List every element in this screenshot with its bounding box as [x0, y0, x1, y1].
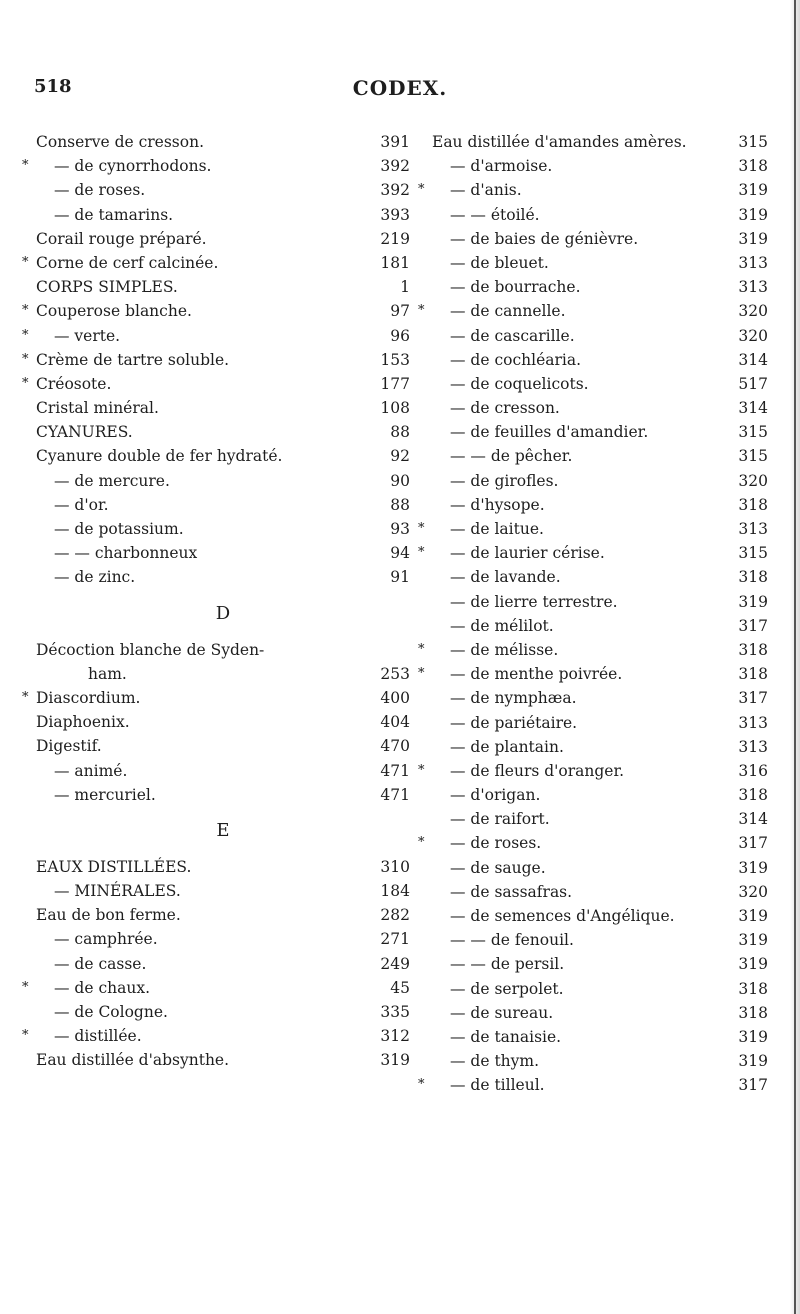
entry-page-number: 320 — [738, 882, 768, 901]
index-entry — [36, 541, 410, 565]
index-entry — [36, 517, 410, 541]
index-entry — [432, 1001, 768, 1025]
entry-page-number: 219 — [380, 229, 410, 248]
entry-page-number: 253 — [380, 664, 410, 683]
index-entry — [22, 1024, 410, 1048]
entry-text: — de roses. — [450, 834, 542, 853]
entry-text: Décoction blanche de Syden- — [36, 640, 265, 659]
index-entry — [36, 1000, 410, 1024]
index-entry — [432, 565, 768, 589]
index-entry — [36, 903, 410, 927]
entry-page-number: 313 — [738, 520, 768, 538]
entry-text: — animé. — [54, 761, 128, 780]
entry-page-number: 320 — [738, 471, 768, 490]
entry-text: Eau distillée d'absynthe. — [36, 1051, 230, 1070]
index-entry — [36, 493, 410, 517]
index-entry — [432, 928, 768, 952]
entry-text: Corne de cerf calcinée. — [36, 253, 219, 272]
page-header — [0, 76, 800, 102]
entry-text: — de pariétaire. — [450, 713, 578, 732]
entry-text: — — de fenouil. — [450, 931, 574, 950]
index-entry — [418, 1073, 768, 1097]
entry-page-number: 94 — [390, 544, 410, 563]
entry-text: Corail rouge préparé. — [36, 229, 207, 248]
index-entry — [22, 348, 410, 372]
entry-text: — de plantain. — [450, 737, 564, 756]
index-entry — [36, 420, 410, 444]
index-entry — [36, 130, 410, 154]
entry-page-number: 318 — [738, 157, 768, 176]
entry-text: — de girofles. — [450, 471, 559, 490]
index-entry — [36, 469, 410, 493]
index-entry — [36, 638, 410, 662]
index-entry — [432, 735, 768, 759]
index-entry — [36, 759, 410, 783]
index-entry — [418, 178, 768, 202]
entry-page-number: 318 — [738, 640, 768, 659]
asterisk-mark: * — [22, 303, 29, 319]
entry-page-number: 90 — [390, 471, 410, 490]
section-letter: D — [215, 602, 231, 624]
index-entry — [418, 662, 768, 686]
index-entry — [432, 154, 768, 178]
entry-text: Conserve de cresson. — [36, 133, 205, 151]
entry-page-number: 45 — [390, 978, 410, 997]
entry-text: — de semences d'Angélique. — [450, 907, 675, 925]
entry-page-number: 319 — [380, 1051, 410, 1070]
entry-text: — de feuilles d'amandier. — [450, 423, 649, 442]
entry-text: Eau distillée d'amandes amères. — [432, 133, 687, 151]
index-entry — [418, 831, 768, 855]
index-entry — [36, 855, 410, 879]
asterisk-mark: * — [22, 351, 29, 367]
entry-text: — de coquelicots. — [450, 374, 589, 393]
entry-page-number: 181 — [380, 253, 410, 272]
entry-page-number: 317 — [738, 616, 768, 635]
entry-page-number: 392 — [380, 157, 410, 176]
entry-text: EAUX DISTILLÉES. — [36, 857, 192, 876]
index-entry — [36, 275, 410, 299]
entry-page-number: 319 — [738, 955, 768, 974]
page-edge — [790, 0, 800, 1314]
index-entry — [432, 783, 768, 807]
index-entry — [432, 420, 768, 444]
entry-page-number: 319 — [738, 1027, 768, 1046]
entry-page-number: 318 — [738, 786, 768, 805]
index-entry — [36, 203, 410, 227]
index-entry — [418, 541, 768, 565]
entry-text: — de cochléaria. — [450, 350, 582, 369]
index-entry — [432, 372, 768, 396]
index-entry — [432, 493, 768, 517]
asterisk-mark: * — [418, 182, 425, 198]
index-entry — [22, 372, 410, 396]
index-entry — [22, 686, 410, 710]
entry-text: — de laitue. — [450, 520, 544, 538]
index-entry — [36, 662, 410, 686]
entry-page-number: 313 — [738, 737, 768, 756]
entry-text: — de cynorrhodons. — [54, 157, 212, 176]
index-entry — [432, 590, 768, 614]
index-entry — [418, 299, 768, 323]
index-entry — [432, 227, 768, 251]
index-entry — [432, 396, 768, 420]
entry-page-number: 92 — [390, 447, 410, 466]
entry-text: Couperose blanche. — [36, 302, 192, 321]
entry-text: ham. — [88, 664, 127, 683]
index-entry — [432, 1049, 768, 1073]
entry-text: — de mélilot. — [450, 616, 554, 635]
index-entry — [432, 275, 768, 299]
entry-page-number: 318 — [738, 1003, 768, 1022]
index-entry — [36, 927, 410, 951]
index-entry — [418, 638, 768, 662]
entry-text: — de menthe poivrée. — [450, 665, 623, 684]
entry-page-number: 315 — [738, 447, 768, 466]
entry-page-number: 393 — [380, 205, 410, 224]
entry-page-number: 319 — [738, 931, 768, 950]
entry-page-number: 314 — [738, 810, 768, 829]
index-entry — [432, 469, 768, 493]
entry-page-number: 400 — [380, 688, 410, 707]
index-entry — [36, 565, 410, 589]
index-entry — [22, 251, 410, 275]
asterisk-mark: * — [22, 254, 29, 270]
entry-page-number: 249 — [380, 954, 410, 973]
index-entry — [432, 711, 768, 735]
entry-text: — de zinc. — [54, 568, 136, 587]
index-entry — [36, 734, 410, 758]
entry-text: — de potassium. — [54, 520, 184, 538]
index-entry — [432, 686, 768, 710]
index-entry — [432, 130, 768, 154]
entry-text: — de sureau. — [450, 1003, 554, 1022]
entry-page-number: 391 — [380, 133, 410, 151]
entry-text: — de sassafras. — [450, 882, 573, 901]
entry-page-number: 184 — [380, 882, 410, 901]
entry-page-number: 392 — [380, 181, 410, 200]
entry-page-number: 91 — [390, 568, 410, 587]
entry-page-number: 316 — [738, 761, 768, 780]
entry-page-number: 88 — [390, 423, 410, 442]
index-entry — [22, 324, 410, 348]
entry-text: — de sauge. — [450, 858, 546, 877]
entry-page-number: 93 — [390, 520, 410, 538]
index-entry — [36, 1048, 410, 1072]
asterisk-mark: * — [22, 979, 29, 995]
entry-text: — de bourrache. — [450, 278, 581, 297]
asterisk-mark: * — [418, 762, 425, 778]
entry-page-number: 314 — [738, 350, 768, 369]
entry-text: — — étoilé. — [450, 205, 540, 224]
entry-text: — — de persil. — [450, 955, 565, 974]
asterisk-mark: * — [418, 666, 425, 682]
entry-text: — de tanaisie. — [450, 1027, 562, 1046]
entry-text: — — charbonneux — [54, 544, 198, 563]
asterisk-mark: * — [22, 689, 29, 705]
entry-page-number: 317 — [738, 1076, 768, 1095]
entry-text: Créosote. — [36, 374, 112, 393]
entry-page-number: 88 — [390, 495, 410, 514]
index-entry — [22, 299, 410, 323]
index-entry — [432, 880, 768, 904]
entry-page-number: 517 — [738, 374, 768, 393]
entry-text: CORPS SIMPLES. — [36, 278, 178, 297]
entry-text: CYANURES. — [36, 423, 133, 442]
entry-page-number: 317 — [738, 689, 768, 708]
entry-text: — verte. — [54, 326, 121, 345]
index-entry — [36, 178, 410, 202]
entry-page-number: 320 — [738, 302, 768, 321]
asterisk-mark: * — [418, 521, 425, 536]
entry-text: — d'anis. — [450, 181, 522, 200]
entry-page-number: 96 — [390, 326, 410, 345]
entry-text: — de cresson. — [450, 399, 560, 418]
entry-text: — de nymphæa. — [450, 689, 577, 708]
entry-text: — MINÉRALES. — [54, 882, 181, 901]
asterisk-mark: * — [22, 158, 29, 174]
index-entry — [432, 1025, 768, 1049]
index-entry — [22, 976, 410, 1000]
asterisk-mark: * — [22, 327, 29, 343]
entry-page-number: 315 — [738, 423, 768, 442]
page-number: 518 — [34, 76, 72, 97]
entry-text: — — de pêcher. — [450, 447, 573, 466]
entry-text: Cristal minéral. — [36, 399, 159, 418]
entry-page-number: 319 — [738, 592, 768, 611]
entry-text: — camphrée. — [54, 930, 158, 949]
index-entry — [432, 348, 768, 372]
entry-page-number: 320 — [738, 326, 768, 345]
entry-text: — de chaux. — [54, 978, 151, 997]
entry-page-number: 314 — [738, 399, 768, 418]
index-entry — [36, 879, 410, 903]
index-entry — [432, 203, 768, 227]
entry-text: Crème de tartre soluble. — [36, 350, 230, 369]
asterisk-mark: * — [418, 1077, 425, 1093]
entry-text: Diaphoenix. — [36, 713, 130, 732]
asterisk-mark: * — [418, 641, 425, 657]
index-entry — [36, 227, 410, 251]
entry-text: — de raifort. — [450, 810, 550, 829]
entry-text: Diascordium. — [36, 688, 141, 707]
entry-text: — de cannelle. — [450, 302, 566, 321]
index-entry — [36, 396, 410, 420]
index-entry — [432, 977, 768, 1001]
entry-page-number: 315 — [738, 544, 768, 563]
entry-page-number: 335 — [380, 1003, 410, 1021]
entry-page-number: 315 — [738, 133, 768, 151]
index-column-right — [418, 130, 768, 1098]
entry-page-number: 318 — [738, 665, 768, 684]
asterisk-mark: * — [418, 303, 425, 319]
entry-text: — de roses. — [54, 181, 146, 200]
index-entry — [432, 444, 768, 468]
entry-page-number: 319 — [738, 229, 768, 248]
entry-page-number: 313 — [738, 253, 768, 272]
index-entry — [36, 952, 410, 976]
index-column-left — [22, 130, 410, 1073]
entry-page-number: 319 — [738, 181, 768, 200]
index-entry — [22, 154, 410, 178]
index-entry — [432, 856, 768, 880]
asterisk-mark: * — [418, 545, 425, 561]
entry-text: — de baies de génièvre. — [450, 229, 639, 248]
index-entry — [432, 251, 768, 275]
entry-text: — de lierre terrestre. — [450, 592, 618, 611]
entry-text: — mercuriel. — [54, 785, 156, 804]
entry-page-number: 319 — [738, 907, 768, 925]
index-entry — [36, 783, 410, 807]
entry-text: Eau de bon ferme. — [36, 906, 181, 925]
entry-text: Digestif. — [36, 737, 102, 756]
entry-page-number: 319 — [738, 1052, 768, 1071]
asterisk-mark: * — [22, 375, 29, 391]
entry-page-number: 318 — [738, 495, 768, 514]
entry-text: — de cascarille. — [450, 326, 575, 345]
index-entry — [418, 759, 768, 783]
entry-page-number: 153 — [380, 350, 410, 369]
entry-page-number: 313 — [738, 713, 768, 732]
index-entry — [36, 444, 410, 468]
entry-text: — de mélisse. — [450, 640, 559, 659]
index-entry — [418, 517, 768, 541]
entry-text: — distillée. — [54, 1027, 142, 1046]
entry-page-number: 404 — [380, 713, 410, 732]
entry-page-number: 318 — [738, 568, 768, 587]
entry-text: — de tamarins. — [54, 205, 174, 224]
entry-page-number: 318 — [738, 979, 768, 998]
entry-page-number: 319 — [738, 858, 768, 877]
asterisk-mark: * — [22, 1028, 29, 1044]
entry-page-number: 108 — [380, 399, 410, 418]
entry-page-number: 177 — [380, 374, 410, 393]
index-entry — [432, 807, 768, 831]
index-entry — [432, 614, 768, 638]
entry-text: — d'armoise. — [450, 157, 553, 176]
entry-page-number: 271 — [380, 930, 410, 949]
index-entry — [432, 904, 768, 928]
entry-text: — de laurier cérise. — [450, 544, 605, 563]
entry-page-number: 282 — [380, 906, 410, 925]
entry-text: Cyanure double de fer hydraté. — [36, 447, 283, 466]
entry-text: — de casse. — [54, 954, 147, 973]
entry-page-number: 471 — [380, 761, 410, 780]
entry-text: — d'hysope. — [450, 495, 545, 514]
index-entry — [432, 324, 768, 348]
entry-text: — de mercure. — [54, 471, 170, 490]
entry-page-number: 97 — [390, 302, 410, 321]
entry-text: — de Cologne. — [54, 1003, 168, 1021]
entry-page-number: 317 — [738, 834, 768, 853]
entry-page-number: 471 — [380, 785, 410, 804]
index-entry — [432, 952, 768, 976]
page-title: CODEX. — [352, 76, 448, 100]
entry-text: — de fleurs d'oranger. — [450, 761, 625, 780]
entry-page-number: 310 — [380, 857, 410, 876]
entry-page-number: 313 — [738, 278, 768, 297]
entry-text: — de tilleul. — [450, 1076, 545, 1095]
entry-text: — de thym. — [450, 1052, 540, 1071]
section-letter: E — [216, 819, 230, 841]
entry-page-number: 319 — [738, 205, 768, 224]
entry-page-number: 470 — [380, 737, 410, 756]
entry-text: — de serpolet. — [450, 979, 564, 998]
entry-text: — de lavande. — [450, 568, 561, 587]
entry-text: — d'or. — [54, 495, 109, 514]
index-entry — [36, 710, 410, 734]
entry-page-number: 312 — [380, 1027, 410, 1046]
entry-text: — de bleuet. — [450, 253, 549, 272]
asterisk-mark: * — [418, 835, 425, 851]
entry-text: — d'origan. — [450, 786, 541, 805]
entry-page-number: 1 — [400, 278, 410, 297]
